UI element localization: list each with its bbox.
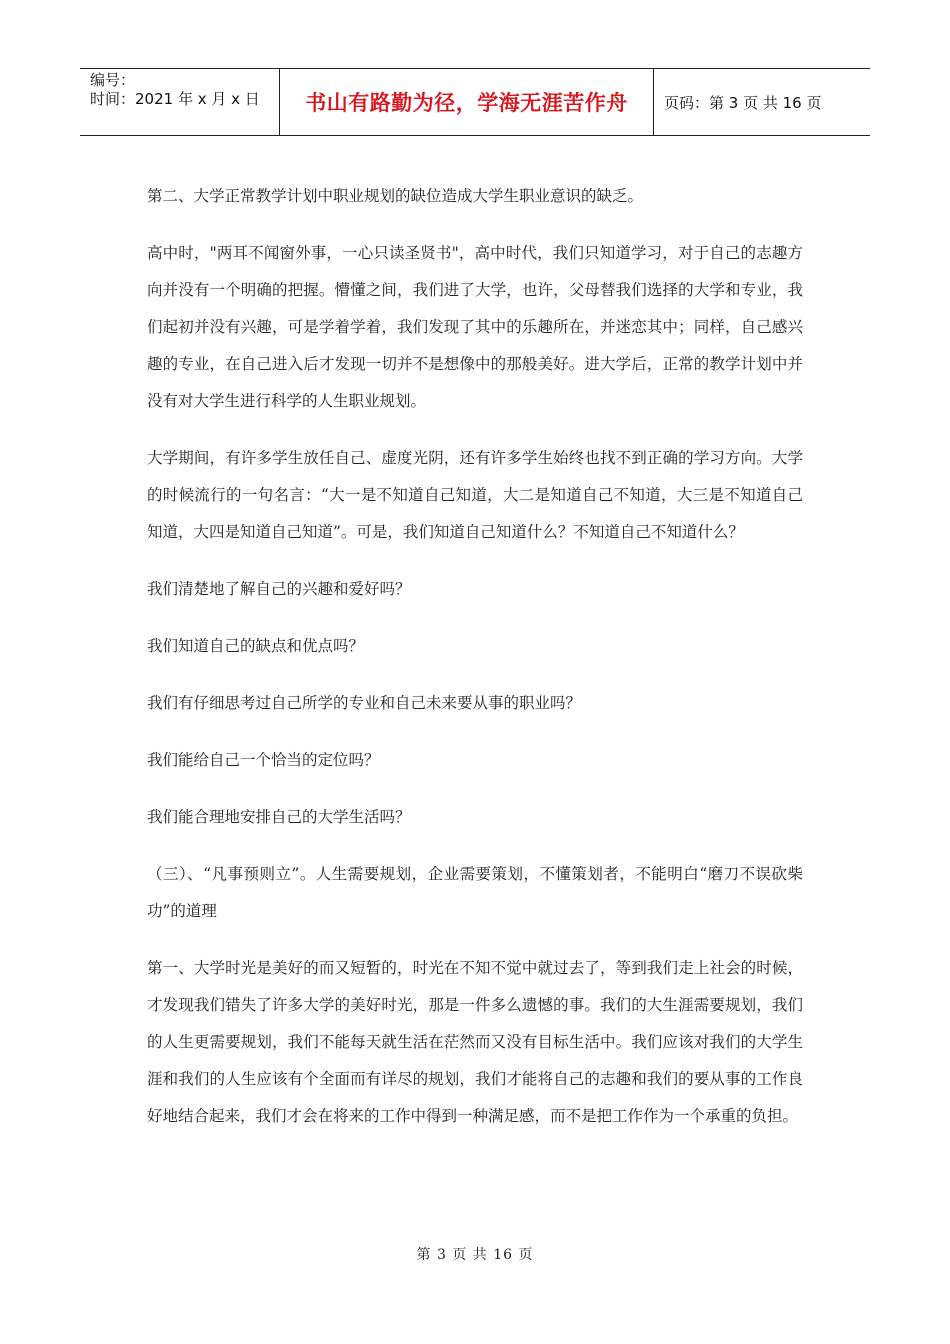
paragraph: 我们能合理地安排自己的大学生活吗？ xyxy=(147,808,411,826)
document-number-label: 编号： xyxy=(90,71,136,89)
document-body xyxy=(147,178,803,1155)
document-date-label: 时间：2021 年 x 月 x 日 xyxy=(90,90,260,108)
header-meta xyxy=(80,69,280,135)
paragraph: 我们知道自己的缺点和优点吗？ xyxy=(147,637,365,655)
paragraph: 我们清楚地了解自己的兴趣和爱好吗？ xyxy=(147,580,411,598)
header-page-number: 页码：第 3 页 共 16 页 xyxy=(664,93,822,112)
document-header xyxy=(80,68,870,136)
paragraph: 我们有仔细思考过自己所学的专业和自己未来要从事的职业吗？ xyxy=(147,694,582,712)
paragraph: 大学期间，有许多学生放任自己、虚度光阴，还有许多学生始终也找不到正确的学习方向。大学的时候流行的一句名言：“大一是不知道自己知道，大二是知道自己不知道，大三是不知道自己知道，大四是知道自己知道”。可是，我们知道自己知道什么？不知道自己不知道什么？ xyxy=(147,449,803,541)
paragraph: 我们能给自己一个恰当的定位吗？ xyxy=(147,751,380,769)
paragraph: 第二、大学正常教学计划中职业规划的缺位造成大学生职业意识的缺乏。 xyxy=(147,187,644,205)
page-footer: 第 3 页 共 16 页 xyxy=(416,1247,534,1263)
paragraph: 第一、大学时光是美好的而又短暂的，时光在不知不觉中就过去了，等到我们走上社会的时候，才发现我们错失了许多大学的美好时光，那是一件多么遗憾的事。我们的大生涯需要规划，我们的人生更需要规划，我们不能每天就生活在茫然而又没有目标生活中。我们应该对我们的大学生涯和我们的人生应该有个全面而有详尽的规划，我们才能将自己的志趣和我们的要从事的工作良好地结合起来，我们才会在将来的工作中得到一种满足感，而不是把工作作为一个承重的负担。 xyxy=(147,959,803,1125)
section-heading: （三）、“凡事预则立”。人生需要规划，企业需要策划，不懂策划者，不能明白“磨刀不误砍柴功”的道理 xyxy=(147,865,803,920)
paragraph: 高中时，"两耳不闻窗外事，一心只读圣贤书"，高中时代，我们只知道学习，对于自己的志趣方向并没有一个明确的把握。懵懂之间，我们进了大学，也许，父母替我们选择的大学和专业，我们起初并没有兴趣，可是学着学着，我们发现了其中的乐趣所在，并迷恋其中；同样，自己感兴趣的专业，在自己进入后才发现一切并不是想像中的那般美好。进大学后，正常的教学计划中并没有对大学生进行科学的人生职业规划。 xyxy=(147,244,803,410)
header-motto: 书山有路勤为径，学海无涯苦作舟 xyxy=(280,69,654,135)
